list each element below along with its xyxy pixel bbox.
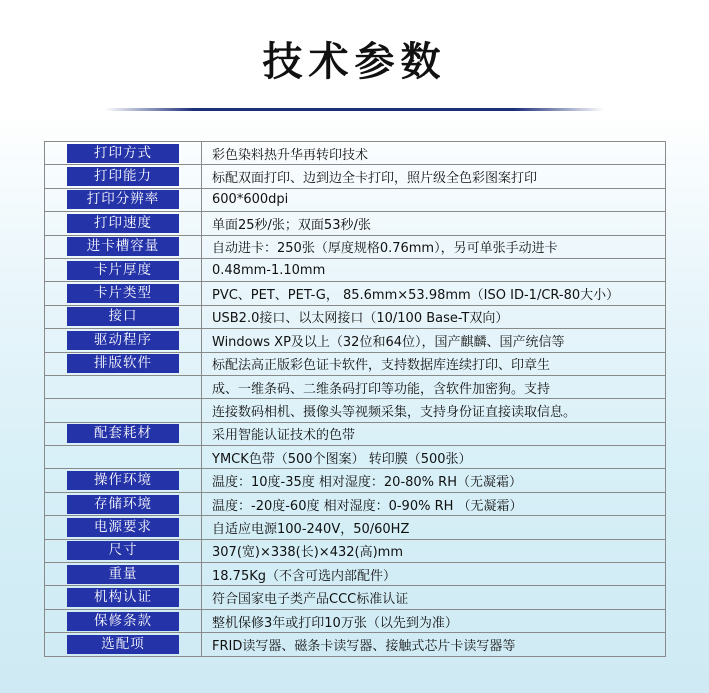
spec-value: 整机保修3年或打印10万张（以先到为准） — [202, 609, 666, 632]
spec-label: 机构认证 — [67, 588, 179, 607]
spec-label-cell — [45, 492, 202, 515]
spec-row — [45, 469, 666, 492]
spec-row — [45, 282, 666, 305]
spec-row — [45, 492, 666, 515]
spec-label: 卡片厚度 — [67, 261, 179, 280]
spec-row — [45, 258, 666, 281]
spec-label-cell — [45, 258, 202, 281]
spec-value: 0.48mm-1.10mm — [202, 258, 666, 281]
spec-row — [45, 212, 666, 235]
spec-value: 600*600dpi — [202, 188, 666, 211]
spec-label: 排版软件 — [67, 354, 179, 373]
spec-row — [45, 375, 666, 398]
spec-value: 单面25秒/张；双面53秒/张 — [202, 212, 666, 235]
spec-row — [45, 235, 666, 258]
spec-label: 打印能力 — [67, 167, 179, 186]
spec-label: 选配项 — [67, 635, 179, 654]
spec-label-cell — [45, 469, 202, 492]
spec-row — [45, 399, 666, 422]
spec-row — [45, 586, 666, 609]
spec-value: YMCK色带（500个图案） 转印膜（500张） — [202, 446, 666, 469]
spec-label: 打印速度 — [67, 214, 179, 233]
spec-row — [45, 539, 666, 562]
spec-label: 打印方式 — [67, 144, 179, 163]
spec-value: 温度：10度-35度 相对湿度：20-80% RH（无凝霜） — [202, 469, 666, 492]
spec-label-cell — [45, 282, 202, 305]
spec-label-cell — [45, 142, 202, 165]
spec-label-cell — [45, 539, 202, 562]
spec-value: 自适应电源100-240V，50/60HZ — [202, 516, 666, 539]
spec-label: 重量 — [67, 565, 179, 584]
spec-label-cell — [45, 305, 202, 328]
spec-value: PVC、PET、PET-G， 85.6mm×53.98mm（ISO ID-1/CR-80大小） — [202, 282, 666, 305]
spec-label: 打印分辨率 — [67, 190, 179, 209]
spec-value: 自动进卡：250张（厚度规格0.76mm），另可单张手动进卡 — [202, 235, 666, 258]
spec-label: 操作环境 — [67, 471, 179, 490]
spec-label-cell — [45, 446, 202, 469]
spec-value: 307(宽)×338(长)×432(高)mm — [202, 539, 666, 562]
spec-row — [45, 329, 666, 352]
spec-row — [45, 165, 666, 188]
spec-table — [44, 141, 666, 657]
spec-row — [45, 633, 666, 656]
spec-row — [45, 142, 666, 165]
spec-value: 采用智能认证技术的色带 — [202, 422, 666, 445]
page-title: 技术参数 — [262, 39, 447, 85]
spec-value: 温度：-20度-60度 相对湿度：0-90% RH （无凝霜） — [202, 492, 666, 515]
spec-row — [45, 609, 666, 632]
spec-value: 成、一维条码、二维条码打印等功能，含软件加密狗。支持 — [202, 375, 666, 398]
spec-label-cell — [45, 375, 202, 398]
spec-label-cell — [45, 422, 202, 445]
spec-row — [45, 446, 666, 469]
spec-value: 18.75Kg（不含可选内部配件） — [202, 563, 666, 586]
spec-label-cell — [45, 399, 202, 422]
spec-value: FRID读写器、磁条卡读写器、接触式芯片卡读写器等 — [202, 633, 666, 656]
spec-value: USB2.0接口、以太网接口（10/100 Base-T双向） — [202, 305, 666, 328]
spec-label: 电源要求 — [67, 518, 179, 537]
spec-row — [45, 563, 666, 586]
spec-label-cell — [45, 586, 202, 609]
title-underline — [104, 108, 604, 111]
spec-label-cell — [45, 188, 202, 211]
spec-label-cell — [45, 563, 202, 586]
spec-label: 卡片类型 — [67, 284, 179, 303]
spec-value: 彩色染料热升华再转印技术 — [202, 142, 666, 165]
spec-value: 标配法高正版彩色证卡软件，支持数据库连续打印、印章生 — [202, 352, 666, 375]
spec-label-cell — [45, 165, 202, 188]
spec-row — [45, 516, 666, 539]
spec-label-cell — [45, 352, 202, 375]
spec-label: 存储环境 — [67, 495, 179, 514]
spec-value: 标配双面打印、边到边全卡打印，照片级全色彩图案打印 — [202, 165, 666, 188]
spec-label-cell — [45, 633, 202, 656]
spec-label: 进卡槽容量 — [67, 237, 179, 256]
spec-label: 保修条款 — [67, 612, 179, 631]
spec-label: 配套耗材 — [67, 424, 179, 443]
spec-row — [45, 305, 666, 328]
spec-value: Windows XP及以上（32位和64位），国产麒麟、国产统信等 — [202, 329, 666, 352]
spec-label-cell — [45, 329, 202, 352]
spec-row — [45, 422, 666, 445]
spec-label: 驱动程序 — [67, 331, 179, 350]
spec-value: 连接数码相机、摄像头等视频采集，支持身份证直接读取信息。 — [202, 399, 666, 422]
spec-label-cell — [45, 609, 202, 632]
spec-row — [45, 188, 666, 211]
spec-label-cell — [45, 516, 202, 539]
spec-label: 接口 — [67, 307, 179, 326]
spec-label-cell — [45, 235, 202, 258]
spec-label-cell — [45, 212, 202, 235]
spec-row — [45, 352, 666, 375]
spec-label: 尺寸 — [67, 541, 179, 560]
spec-value: 符合国家电子类产品CCC标准认证 — [202, 586, 666, 609]
